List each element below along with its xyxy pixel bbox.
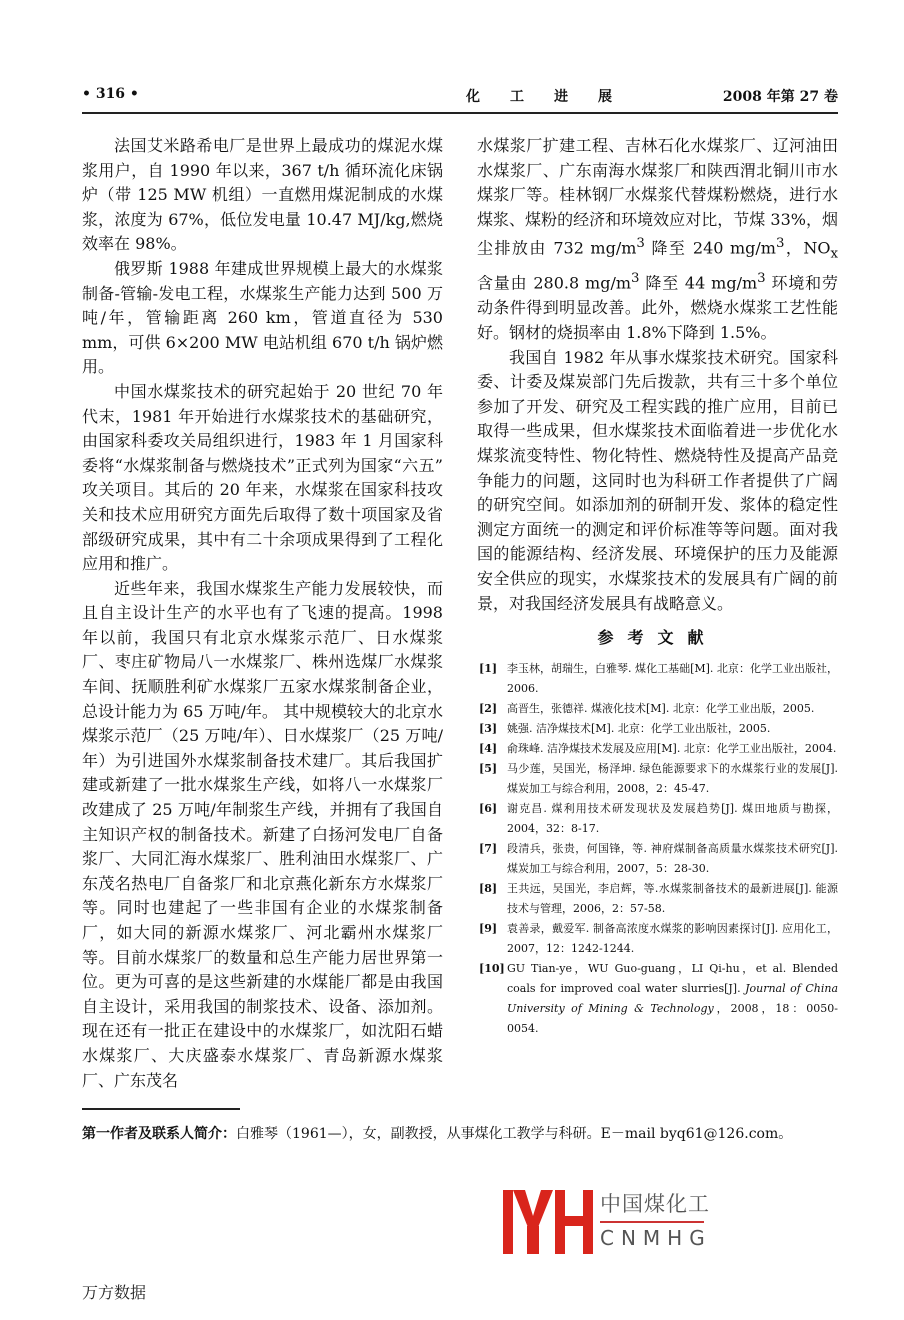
running-header	[82, 86, 838, 108]
reference-item	[477, 759, 838, 799]
paragraph: 我国自 1982 年从事水煤浆技术研究。国家科委、计委及煤炭部门先后拨款，共有三十多个单位参加了开发、研究及工程实践的推广应用，目前已取得一些成果，但水煤浆技术面临着进一步优化水煤浆流变特性、物化特性、燃烧特性及提高产品竞争能力的问题，这同时也为科研工作者提供了广阔的研究空间。如添加剂的研制开发、浆体的稳定性测定方面统一的测定和评价标准等等问题。面对我国的能源结构、经济发展、环境保护的压力及能源安全供应的现实，水煤浆技术的发展具有广阔的前景，对我国经济发展具有战略意义。	[477, 347, 838, 613]
reference-item	[477, 739, 838, 759]
watermark-divider	[600, 1221, 704, 1223]
reference-text: 袁善录，戴爱军. 制备高浓度水煤浆的影响因素探讨[J]. 应用化工，2007，12：1242-1244.	[507, 921, 838, 955]
paragraph: 中国水煤浆技术的研究起始于 20 世纪 70 年代末，1981 年开始进行水煤浆技术的基础研究，由国家科委攻关局组织进行，1983 年 1 月国家科委将“水煤浆制备与燃烧技术”正式列为国家“六五” 攻关项目。其后的 20 年来，水煤浆在国家科技攻关和技术应用研究方面先后取得了数十项国家及省部级研究成果，其中有二十余项成果得到了工程化应用和推广。	[82, 381, 443, 574]
superscript: 3	[757, 271, 766, 287]
reference-number: [10]	[479, 961, 505, 975]
reference-number: [6]	[479, 801, 498, 815]
paragraph: 俄罗斯 1988 年建成世界规模上最大的水煤浆制备-管输-发电工程，水煤浆生产能力达到 500 万吨/年，管输距离 260 km，管道直径为 530 mm，可供 6×200 MW 电站机组 670 t/h 锅炉燃用。	[82, 258, 443, 377]
superscript: 3	[631, 271, 640, 287]
text-run: 水煤浆厂扩建工程、吉林石化水煤浆厂、辽河油田水煤浆厂、广东南海水煤浆厂和陕西渭北铜川市水煤浆厂等。桂林钢厂水煤浆代替煤粉燃烧，进行水煤浆、煤粉的经济和环境效应对比，节煤 33%，烟尘排放由 732 mg/m	[477, 136, 838, 258]
mh-logo-icon	[503, 1190, 595, 1254]
watermark-cn-text: 中国煤化工	[600, 1192, 710, 1216]
reference-text: 马少莲，吴国光，杨泽坤. 绿色能源要求下的水煤浆行业的发展[J]. 煤炭加工与综合利用，2008，2：45-47.	[507, 761, 838, 795]
reference-number: [8]	[479, 881, 498, 895]
watermark-logo	[503, 1190, 713, 1254]
journal-title: 化工进展	[466, 89, 642, 105]
left-column	[82, 134, 443, 1093]
superscript: 3	[636, 236, 645, 252]
reference-journal: Journal of China University of Mining & Technology	[507, 981, 838, 1015]
reference-item	[477, 799, 838, 839]
reference-text: 王共远，吴国光，李启辉，等.水煤浆制备技术的最新进展[J]. 能源技术与管理，2006，2：57-58.	[507, 881, 838, 915]
reference-text: 俞珠峰. 洁净煤技术发展及应用[M]. 北京：化学工业出版社，2004.	[507, 741, 837, 755]
reference-text: GU Tian-ye，WU Guo-guang，LI Qi-hu，et al. Blended coals for improved coal water slurries[J].	[507, 961, 838, 995]
paragraph: 法国艾米路希电厂是世界上最成功的煤泥水煤浆用户，自 1990 年以来，367 t/h 循环流化床锅炉（带 125 MW 机组）一直燃用煤泥制成的水煤浆，浓度为 67%，低位发电量 10.47 MJ/kg,燃烧效率在 98%。	[82, 136, 443, 254]
reference-text: 姚强. 洁净煤技术[M]. 北京：化学工业出版社，2005.	[507, 721, 771, 735]
text-run: 环境和劳动条件得到明显改善。此外，燃烧水煤浆工艺性能好。钢材的烧损率由 1.8%下降到 1.5%。	[477, 273, 838, 342]
paragraph-continued	[477, 134, 838, 346]
reference-text: ，2008，18：0050-0054.	[507, 1001, 838, 1035]
volume-info: 2008 年第 27 卷	[722, 89, 838, 105]
subscript: x	[830, 246, 838, 262]
watermark-en-text: CNMHG	[600, 1226, 712, 1250]
header-rule	[82, 112, 838, 114]
reference-text: 谢克昌. 煤利用技术研发现状及发展趋势[J]. 煤田地质与勘探，2004，32：8-17.	[507, 801, 838, 835]
reference-item	[477, 719, 838, 739]
text-run: 降至 44 mg/m	[639, 273, 758, 293]
reference-number: [1]	[479, 661, 498, 675]
reference-number: [5]	[479, 761, 498, 775]
reference-number: [9]	[479, 921, 498, 935]
reference-item	[477, 659, 838, 699]
references-heading: 参考文献	[597, 628, 718, 648]
text-run: 降至 240 mg/m	[644, 238, 776, 258]
text-run: 含量由 280.8 mg/m	[477, 273, 632, 293]
footnote-text: 白雅琴（1961—），女，副教授，从事煤化工教学与科研。E－mail byq61@126.com。	[236, 1126, 793, 1142]
reference-item	[477, 959, 838, 1039]
footnote-rule	[82, 1108, 240, 1110]
paragraph: 近些年来，我国水煤浆生产能力发展较快，而且自主设计生产的水平也有了飞速的提高。1998 年以前，我国只有北京水煤浆示范厂、日水煤浆厂、枣庄矿物局八一水煤浆厂、株州选煤厂水煤浆车间、抚顺胜利矿水煤浆厂五家水煤浆制备企业，总设计能力为 65 万吨/年。 其中规模较大的北京水煤浆示范厂（25 万吨/年）、日水煤浆厂（25 万吨/年）为引进国外水煤浆制备技术建厂。其后我国扩建或新建了一批水煤浆生产线，如将八一水煤浆厂改建成了 25 万吨/年制浆生产线，并拥有了我国自主知识产权的制备技术。新建了白扬河发电厂自备浆厂、大同汇海水煤浆厂、胜利油田水煤浆厂、广东茂名热电厂自备浆厂和北京燕化新东方水煤浆厂等。同时也建起了一些非国有企业的水煤浆制备厂，如大同的新源水煤浆厂、河北霸州水煤浆厂等。目前水煤浆厂的数量和总生产能力居世界第一位。更为可喜的是这些新建的水煤能厂都是由我国自主设计，采用我国的制浆技术、设备、添加剂。现在还有一批正在建设中的水煤浆厂，如沈阳石蜡水煤浆厂、大庆盛泰水煤浆厂、青岛新源水煤浆厂、广东茂名	[82, 578, 444, 1090]
reference-text: 李玉林，胡瑞生，白雅琴. 煤化工基础[M]. 北京：化学工业出版社，2006.	[507, 661, 838, 695]
reference-item	[477, 839, 838, 879]
footnote-label: 第一作者及联系人简介：	[82, 1126, 236, 1142]
source-footer: 万方数据	[82, 1283, 147, 1302]
reference-text: 段清兵，张贵，何国锋，等. 神府煤制备高质量水煤浆技术研究[J]. 煤炭加工与综合利用，2007，5：28-30.	[507, 841, 838, 875]
right-column	[477, 134, 838, 1039]
reference-number: [2]	[479, 701, 498, 715]
author-footnote	[82, 1122, 838, 1147]
reference-item	[477, 919, 838, 959]
reference-item	[477, 699, 838, 719]
reference-number: [7]	[479, 841, 498, 855]
page-number: • 316 •	[82, 86, 139, 102]
text-run: ，NO	[784, 238, 831, 258]
reference-text: 高晋生，张德祥. 煤液化技术[M]. 北京：化学工业出版，2005.	[507, 701, 815, 715]
reference-number: [4]	[479, 741, 498, 755]
reference-item	[477, 879, 838, 919]
reference-list	[477, 659, 838, 1039]
reference-number: [3]	[479, 721, 498, 735]
superscript: 3	[775, 236, 785, 252]
